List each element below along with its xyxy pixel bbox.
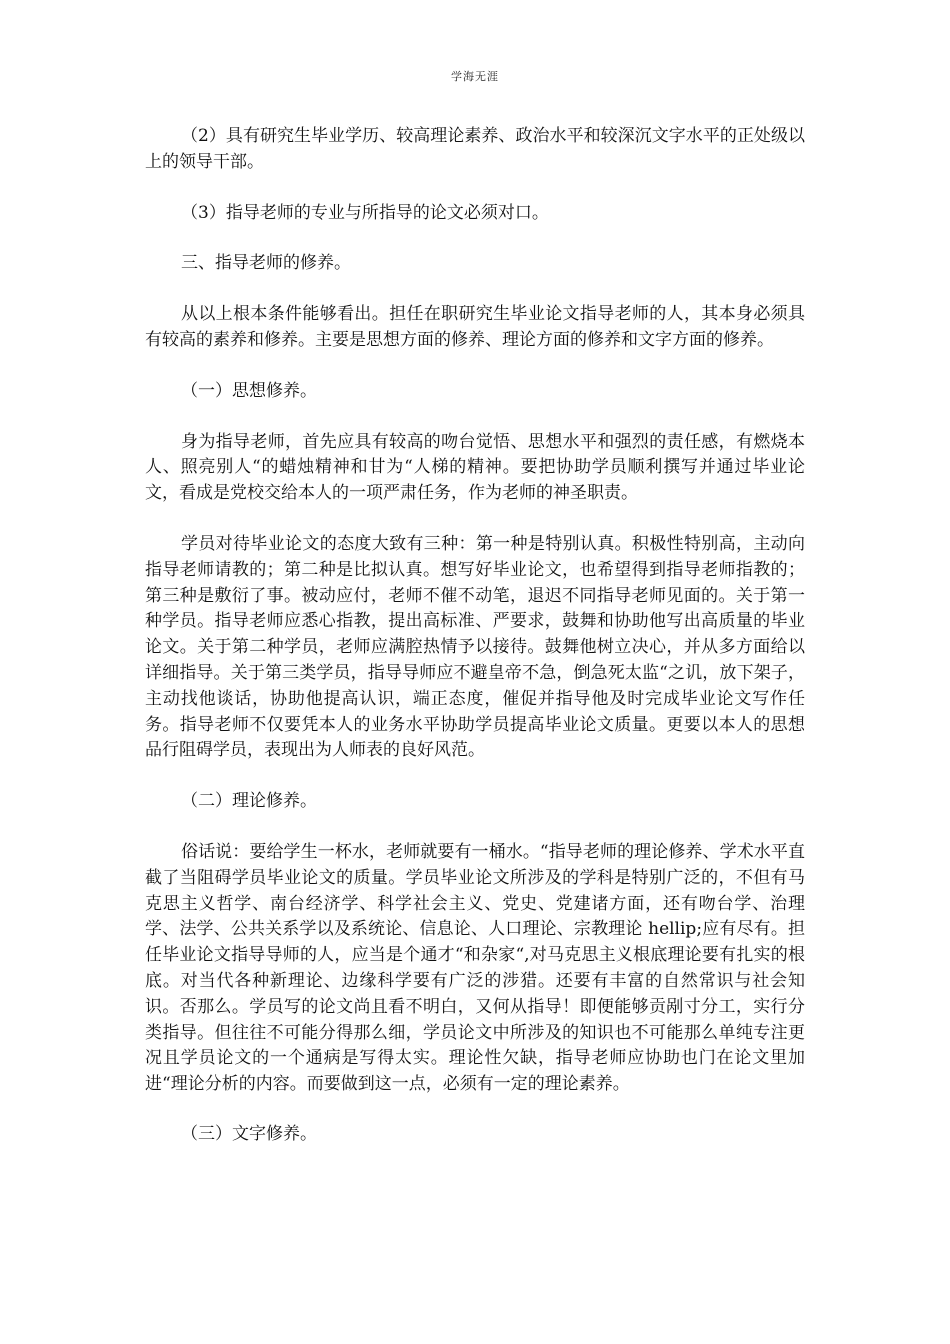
subheading-ideological: （一）思想修养。 (181, 380, 317, 401)
paragraph-requirement-3: （3）指导老师的专业与所指导的论文必须对口。 (181, 202, 549, 223)
subheading-theoretical: （二）理论修养。 (181, 791, 317, 812)
subheading-literary: （三）文字修养。 (181, 1123, 317, 1144)
paragraph-requirement-2: （2）具有研究生毕业学历、较高理论素养、政治水平和较深沉文字水平的正处级以上的领导干部。 (145, 126, 805, 172)
paragraph-student-attitudes: 学员对待毕业论文的态度大致有三种：第一种是特别认真。积极性特别高，主动向指导老师请教的；第二种是比拟认真。想写好毕业论文，也希望得到指导老师指教的；第三种是敷衍了事。被动应付，老师不催不动笔，退迟不同指导老师见面的。关于第一种学员。指导老师应悉心指教，提出高标准、严要求，鼓舞和协助他写出高质量的毕业论文。关于第二种学员，老师应满腔热情予以接待。鼓舞他树立决心，并从多方面给以详细指导。关于第三类学员，指导导师应不避皇帝不急，倒急死太监“之讥，放下架子，主动找他谈话，协助他提高认识，端正态度，催促并指导他及时完成毕业论文写作任务。指导老师不仅要凭本人的业务水平协助学员提高毕业论文质量。更要以本人的思想品行阻碍学员，表现出为人师表的良好风范。 (145, 533, 805, 761)
paragraph-theoretical: 俗话说：要给学生一杯水，老师就要有一桶水。“指导老师的理论修养、学术水平直截了当阻碍学员毕业论文的质量。学员毕业论文所涉及的学科是特别广泛的，不但有马克思主义哲学、南台经济学、科学社会主义、党史、党建诸方面，还有吻台学、治理学、法学、公共关系学以及系统论、信息论、人口理论、宗教理论 hellip;应有尽有。担任毕业论文指导导师的人，应当是个通才“和杂家“,对马克思主义根底理论要有扎实的根底。对当代各种新理论、边缘科学要有广泛的涉猎。还要有丰富的自然常识与社会知识。否那么。学员写的论文尚且看不明白，又何从指导！即便能够贡剐寸分工，实行分类指导。但往往不可能分得那么细，学员论文中所涉及的知识也不可能那么单纯专注更况且学员论文的一个通病是写得太实。理论性欠缺，指导老师应协助也门在论文里加进“理论分析的内容。而要做到这一点，必须有一定的理论素养。 (145, 841, 805, 1095)
document-body (145, 124, 805, 1148)
paragraph-ideological: 身为指导老师，首先应具有较高的吻台觉悟、思想水平和强烈的责任感，有燃烧本人、照亮别人“的蜡烛精神和甘为“人梯的精神。要把协助学员顺利撰写并通过毕业论文，看成是党校交给本人的一项严肃任务，作为老师的神圣职责。 (145, 431, 805, 504)
section-heading-cultivation: 三、指导老师的修养。 (181, 253, 351, 274)
page-header: 学海无涯 (451, 70, 499, 83)
paragraph-intro-cultivation: 从以上根本条件能够看出。担任在职研究生毕业论文指导老师的人，其本身必须具有较高的素养和修养。主要是思想方面的修养、理论方面的修养和文字方面的修养。 (145, 304, 805, 350)
